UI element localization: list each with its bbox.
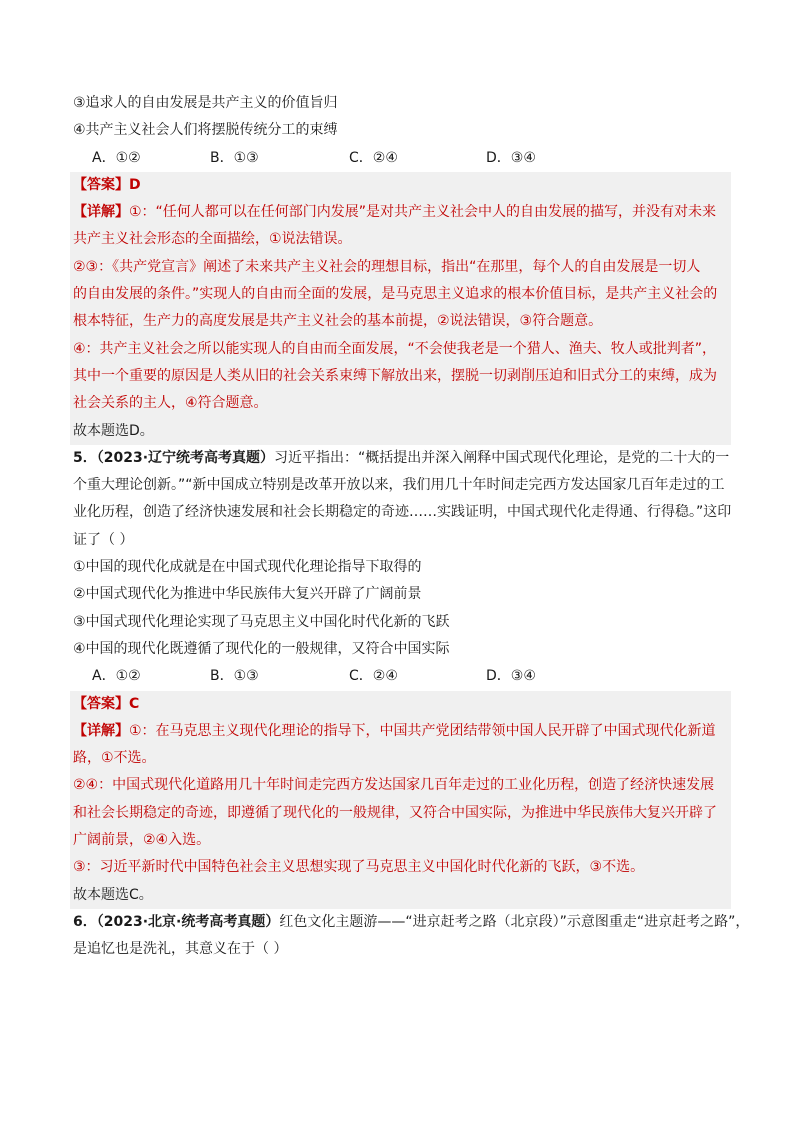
q5-analysis-line-6: ③：习近平新时代中国特色社会主义思想实现了马克思主义中国化时代化新的飞跃，③不选。 bbox=[73, 859, 645, 876]
q4-option-d: D．③④ bbox=[486, 149, 536, 166]
q5-detail-label: 【详解】 bbox=[73, 722, 129, 739]
q4-analysis-line-6: ④：共产主义社会之所以能实现人的自由而全面发展，“不会使我老是一个猎人、渔夫、牧人或批判者”， bbox=[73, 340, 717, 357]
q6-stem-text: 红色文化主题游——“进京赶考之路（北京段）”示意图重走“进京赶考之路”， bbox=[279, 913, 750, 930]
q4-conclusion: 故本题选D。 bbox=[73, 422, 154, 439]
q4-option-a: A．①② bbox=[92, 149, 141, 166]
q5-answer-line bbox=[73, 691, 731, 718]
q4-answer-label: 【答案】 bbox=[73, 176, 129, 193]
q5-analysis-text: ①：在马克思主义现代化理论的指导下，中国共产党团结带领中国人民开辟了中国式现代化新道 bbox=[129, 722, 716, 739]
q5-statement-1: ①中国的现代化成就是在中国式现代化理论指导下取得的 bbox=[73, 559, 422, 576]
q6-number: 6． bbox=[73, 913, 97, 930]
document-content bbox=[73, 90, 750, 964]
q4-analysis-line-1 bbox=[73, 199, 731, 226]
q5-analysis-line-3: ②④：中国式现代化道路用几十年时间走完西方发达国家几百年走过的工业化历程，创造了经济快速发展 bbox=[73, 777, 715, 794]
q5-answer-block bbox=[70, 691, 731, 909]
q5-analysis-line-1 bbox=[73, 718, 731, 745]
q5-analysis-line-2: 路，①不选。 bbox=[73, 750, 156, 767]
q4-option-b: B．①③ bbox=[210, 149, 259, 166]
q5-stem-line-2: 个重大理论创新。”“新中国成立特别是改革开放以来，我们用几十年时间走完西方发达国家几百年走过的工 bbox=[73, 477, 725, 494]
q5-stem-text: 习近平指出：“概括提出并深入阐释中国式现代化理论，是党的二十大的一 bbox=[274, 449, 730, 466]
q4-analysis-line-2: 共产主义社会形态的全面描绘，①说法错误。 bbox=[73, 231, 352, 248]
q5-option-a: A．①② bbox=[92, 668, 141, 685]
q5-answer-value: C bbox=[129, 695, 140, 712]
q5-option-c: C．②④ bbox=[349, 668, 398, 685]
q5-stem-line-1 bbox=[73, 445, 730, 472]
q4-analysis-line-5: 根本特征，生产力的高度发展是共产主义社会的基本前提，②说法错误，③符合题意。 bbox=[73, 313, 603, 330]
q4-analysis-text: ①：“任何人都可以在任何部门内发展”是对共产主义社会中人的自由发展的描写，并没有对未来 bbox=[129, 204, 717, 221]
q6-source: （2023·北京·统考高考真题） bbox=[96, 913, 280, 930]
q5-options bbox=[73, 663, 723, 690]
q5-statement-2: ②中国式现代化为推进中华民族伟大复兴开辟了广阔前景 bbox=[73, 586, 422, 603]
q5-number: 5． bbox=[73, 449, 97, 466]
q4-analysis-line-7: 其中一个重要的原因是人类从旧的社会关系束缚下解放出来，摆脱一切剥削压迫和旧式分工的束缚，成为 bbox=[73, 367, 717, 384]
q5-analysis-line-4: 和社会长期稳定的奇迹，即遵循了现代化的一般规律，又符合中国实际，为推进中华民族伟大复兴开辟了 bbox=[73, 804, 717, 821]
q6-stem-line-1 bbox=[73, 909, 750, 936]
q4-analysis-line-4: 的自由发展的条件。”实现人的自由而全面的发展，是马克思主义追求的根本价值目标，是共产主义社会的 bbox=[73, 286, 718, 303]
q4-answer-line bbox=[73, 172, 731, 199]
q4-options bbox=[73, 145, 723, 172]
q5-conclusion: 故本题选C。 bbox=[73, 886, 153, 903]
q4-detail-label: 【详解】 bbox=[73, 204, 129, 221]
q5-statement-3: ③中国式现代化理论实现了马克思主义中国化时代化新的飞跃 bbox=[73, 613, 450, 630]
q5-analysis-line-5: 广阔前景，②④入选。 bbox=[73, 832, 211, 849]
q4-analysis-line-8: 社会关系的主人，④符合题意。 bbox=[73, 395, 268, 412]
q5-option-b: B．①③ bbox=[210, 668, 259, 685]
q5-option-d: D．③④ bbox=[486, 668, 536, 685]
q6-stem-line-2: 是追忆也是洗礼，其意义在于（ ） bbox=[73, 941, 288, 958]
q4-analysis-line-3: ②③：《共产党宣言》阐述了未来共产主义社会的理想目标，指出“在那里，每个人的自由发展是一切人 bbox=[73, 258, 701, 275]
q5-stem-line-4: 证了（ ） bbox=[73, 531, 134, 548]
q5-answer-label: 【答案】 bbox=[73, 695, 129, 712]
q5-stem-line-3: 业化历程，创造了经济快速发展和社会长期稳定的奇迹……实践证明，中国式现代化走得通、行得稳。”这印 bbox=[73, 504, 732, 521]
q4-statement-3: ③追求人的自由发展是共产主义的价值旨归 bbox=[73, 95, 338, 111]
q4-answer-value: D bbox=[129, 176, 141, 193]
q4-answer-block bbox=[70, 172, 731, 445]
q5-source: （2023·辽宁统考高考真题） bbox=[96, 449, 275, 466]
q5-statement-4: ④中国的现代化既遵循了现代化的一般规律，又符合中国实际 bbox=[73, 640, 450, 657]
q4-statement-4: ④共产主义社会人们将摆脱传统分工的束缚 bbox=[73, 122, 338, 139]
q4-option-c: C．②④ bbox=[349, 149, 398, 166]
